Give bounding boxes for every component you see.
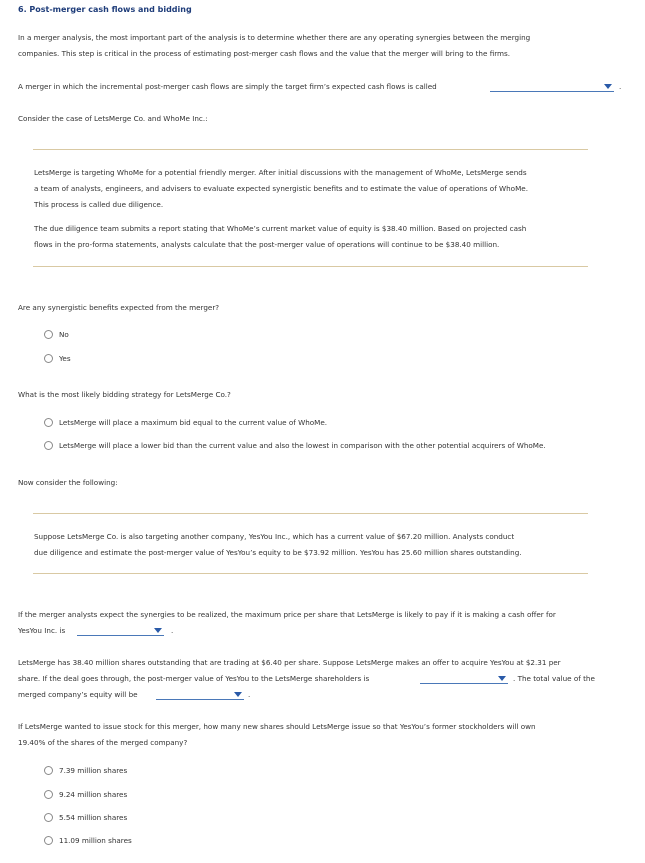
q5-total-equity-dropdown[interactable] <box>156 689 244 700</box>
q3-radio-1[interactable] <box>44 418 53 427</box>
box1-top-rule <box>33 149 588 150</box>
q6-line1: If LetsMerge wanted to issue stock for this merger, how many new shares should LetsMerge issue so that YesYou’s former stockholders will own <box>18 722 536 731</box>
q5-line1: LetsMerge has 38.40 million shares outstanding that are trading at $6.40 per share. Suppose LetsMerge makes an offer to acquire YesYou at $2.31 per <box>18 658 561 667</box>
chevron-down-icon <box>604 84 612 89</box>
q2-option-no[interactable]: No <box>59 330 69 339</box>
case-intro: Consider the case of LetsMerge Co. and WhoMe Inc.: <box>18 114 208 123</box>
q1-text: A merger in which the incremental post-merger cash flows are simply the target firm’s expected cash flows is called <box>18 82 437 91</box>
q1-dropdown[interactable] <box>490 81 614 92</box>
q4-line1: If the merger analysts expect the synergies to be realized, the maximum price per share that LetsMerge is likely to pay if it is making a cash offer for <box>18 610 556 619</box>
q3-text: What is the most likely bidding strategy for LetsMerge Co.? <box>18 390 231 399</box>
q2-radio-yes[interactable] <box>44 354 53 363</box>
now-consider-text: Now consider the following: <box>18 478 118 487</box>
q6-line2: 19.40% of the shares of the merged company? <box>18 738 188 747</box>
box1-p2-line1: The due diligence team submits a report stating that WhoMe’s current market value of equity is $38.40 million. Based on projected cash <box>34 224 527 233</box>
q6-option-4[interactable]: 11.09 million shares <box>59 836 132 845</box>
q2-option-yes[interactable]: Yes <box>59 354 71 363</box>
q5-post-merger-value-dropdown[interactable] <box>420 673 508 684</box>
box2-top-rule <box>33 513 588 514</box>
q6-option-1[interactable]: 7.39 million shares <box>59 766 128 775</box>
box1-p1-line1: LetsMerge is targeting WhoMe for a potential friendly merger. After initial discussions with the management of WhoMe, LetsMerge sends <box>34 168 527 177</box>
q6-radio-2[interactable] <box>44 790 53 799</box>
box1-p1-line3: This process is called due diligence. <box>34 200 164 209</box>
q5-line3-prefix: merged company’s equity will be <box>18 690 138 699</box>
q4-line2-prefix: YesYou Inc. is <box>18 626 66 635</box>
q6-option-2[interactable]: 9.24 million shares <box>59 790 128 799</box>
q3-radio-2[interactable] <box>44 441 53 450</box>
box2-line1: Suppose LetsMerge Co. is also targeting another company, YesYou Inc., which has a current value of $67.20 million. Analysts conduct <box>34 532 515 541</box>
q3-option-1[interactable]: LetsMerge will place a maximum bid equal to the current value of WhoMe. <box>59 418 328 427</box>
q5-line2-prefix: share. If the deal goes through, the post-merger value of YesYou to the LetsMerge shareholders is <box>18 674 370 683</box>
box1-p1-line2: a team of analysts, engineers, and advisers to evaluate expected synergistic benefits and to estimate the value of operations of WhoMe. <box>34 184 528 193</box>
q3-option-2[interactable]: LetsMerge will place a lower bid than the current value and also the lowest in comparison with the other potential acquirers of WhoMe. <box>59 441 546 450</box>
section-title: 6. Post-merger cash flows and bidding <box>18 5 192 14</box>
q1-period: . <box>619 82 622 91</box>
q4-period: . <box>171 626 174 635</box>
box2-bottom-rule <box>33 573 588 574</box>
q6-radio-1[interactable] <box>44 766 53 775</box>
q4-dropdown[interactable] <box>77 625 164 636</box>
box2-line2: due diligence and estimate the post-merger value of YesYou’s equity to be $73.92 million. YesYou has 25.60 million shares outstanding. <box>34 548 522 557</box>
box1-p2-line2: flows in the pro-forma statements, analysts calculate that the post-merger value of operations will continue to be $38.40 million. <box>34 240 500 249</box>
intro-line-1: In a merger analysis, the most important part of the analysis is to determine whether there are any operating synergies between the merging <box>18 33 531 42</box>
q6-radio-4[interactable] <box>44 836 53 845</box>
q2-radio-no[interactable] <box>44 330 53 339</box>
q5-period: . <box>248 690 251 699</box>
q2-text: Are any synergistic benefits expected from the merger? <box>18 303 220 312</box>
chevron-down-icon <box>154 628 162 633</box>
q6-option-3[interactable]: 5.54 million shares <box>59 813 128 822</box>
q5-line2-suffix: . The total value of the <box>513 674 595 683</box>
box1-bottom-rule <box>33 266 588 267</box>
chevron-down-icon <box>234 692 242 697</box>
chevron-down-icon <box>498 676 506 681</box>
intro-line-2: companies. This step is critical in the process of estimating post-merger cash flows and the value that the merger will bring to the firms. <box>18 49 511 58</box>
q6-radio-3[interactable] <box>44 813 53 822</box>
